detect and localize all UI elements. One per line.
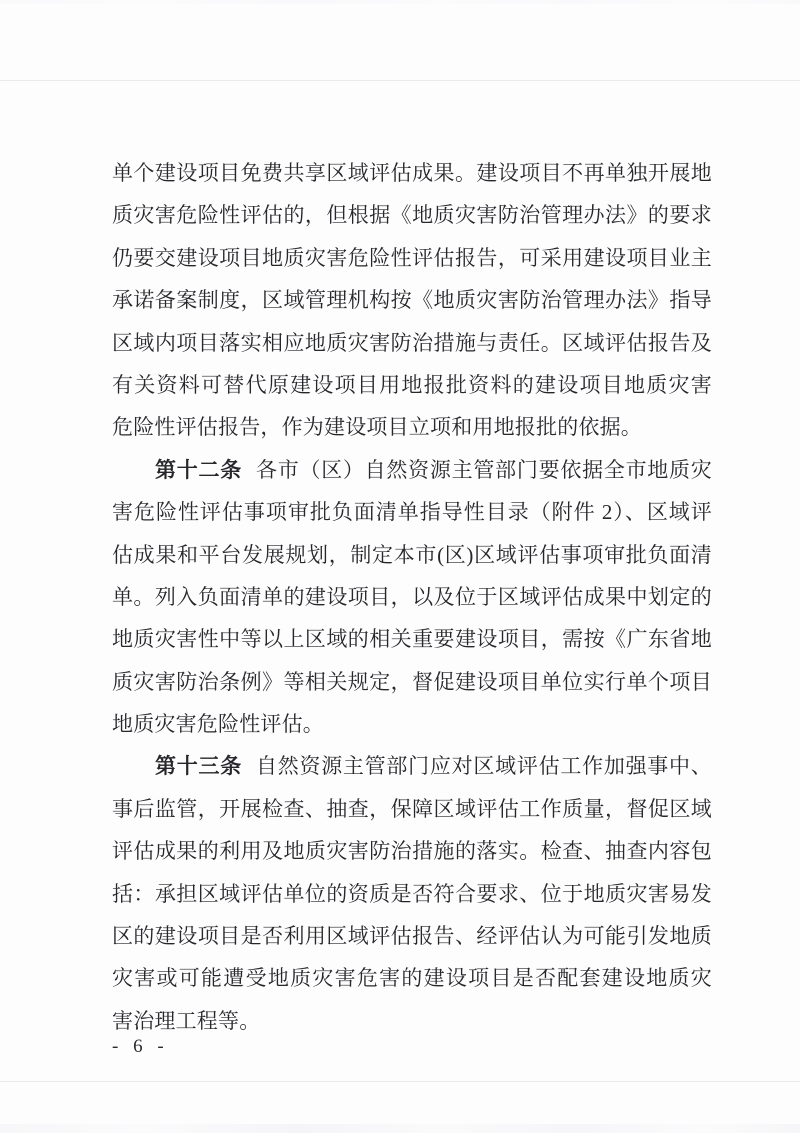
scan-artifact-line-bottom (0, 1081, 800, 1082)
scan-noise-top (0, 0, 800, 4)
text-line: 评估成果的利用及地质灾害防治措施的落实。检查、抽查内容包 (112, 839, 712, 864)
text-line: 第十三条 自然资源主管部门应对区域评估工作加强事中、 (155, 754, 712, 779)
text-line: 质灾害危险性评估的，但根据《地质灾害防治管理办法》的要求 (112, 203, 712, 228)
text-line: 质灾害防治条例》等相关规定，督促建设项目单位实行单个项目 (112, 669, 712, 694)
text-line: 事后监管，开展检查、抽查，保障区域评估工作质量，督促区域 (112, 796, 712, 821)
text-line: 区的建设项目是否利用区域评估报告、经评估认为可能引发地质 (112, 924, 712, 949)
text-line: 地质灾害危险性评估。 (112, 712, 324, 737)
text-line: 害治理工程等。 (112, 1008, 261, 1033)
text-line: 单。列入负面清单的建设项目，以及位于区域评估成果中划定的 (112, 584, 712, 609)
text-line: 危险性评估报告，作为建设项目立项和用地报批的依据。 (112, 415, 642, 440)
article-heading: 第十三条 (155, 754, 242, 779)
text-line: 估成果和平台发展规划，制定本市(区)区域评估事项审批负面清 (112, 542, 712, 567)
text-line: 区域内项目落实相应地质灾害防治措施与责任。区域评估报告及 (112, 330, 712, 355)
text-line: 灾害或可能遭受地质灾害危害的建设项目是否配套建设地质灾 (112, 966, 712, 991)
article-heading: 第十二条 (155, 457, 242, 482)
text-line: 仍要交建设项目地质灾害危险性评估报告，可采用建设项目业主 (112, 245, 712, 270)
scan-artifact-line-top (0, 80, 800, 81)
text-line: 单个建设项目免费共享区域评估成果。建设项目不再单独开展地 (112, 161, 712, 185)
text-block (112, 152, 712, 1042)
page-number: - 6 - (112, 1036, 169, 1057)
text-line: 承诺备案制度，区域管理机构按《地质灾害防治管理办法》指导 (112, 288, 712, 313)
text-line: 第十二条 各市（区）自然资源主管部门要依据全市地质灾 (155, 457, 712, 482)
text-line: 地质灾害性中等以上区域的相关重要建设项目，需按《广东省地 (112, 627, 712, 652)
scan-noise-bottom (0, 1124, 800, 1133)
text-line: 害危险性评估事项审批负面清单指导性目录（附件 2）、区域评 (112, 500, 712, 525)
text-line: 括：承担区域评估单位的资质是否符合要求、位于地质灾害易发 (112, 881, 712, 906)
text-line: 有关资料可替代原建设项目用地报批资料的建设项目地质灾害 (112, 372, 712, 397)
